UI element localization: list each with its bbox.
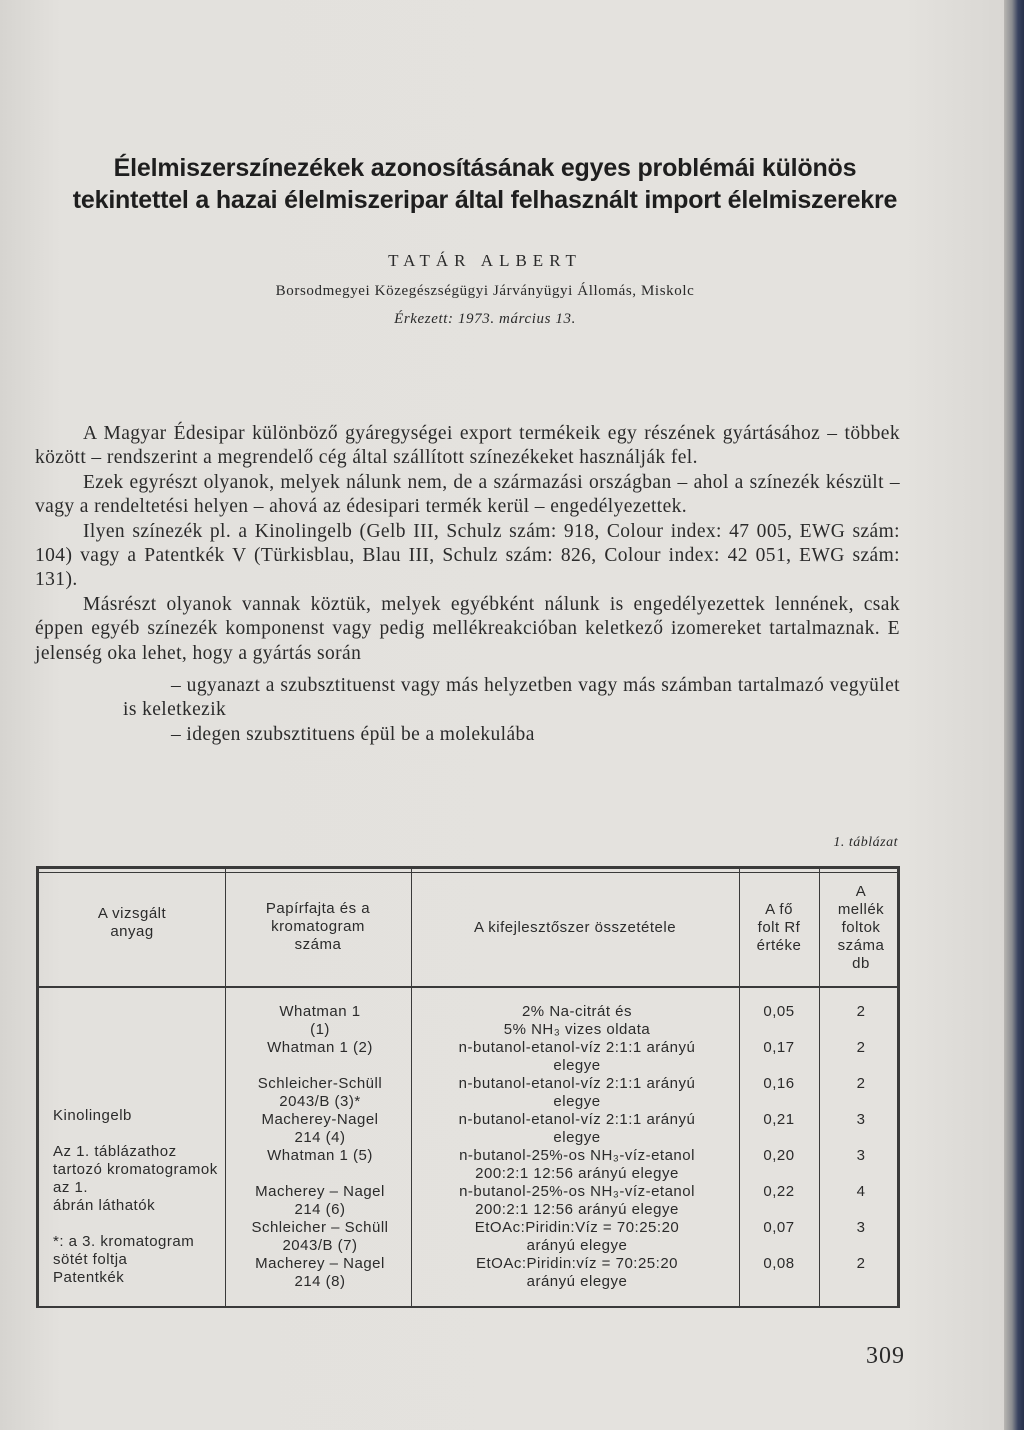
solvent-cell: n-butanol-etanol-víz 2:1:1 arányú elegye [458,1111,696,1146]
paragraph-1: A Magyar Édesipar különböző gyáregységei export termékeik egy részének gyártásához – többek között – rendszerint a megrendelő cég által szállított színezékeket használják fel. [35,423,900,469]
paragraph-2: Ezek egyrészt olyanok, melyek nálunk nem, de a származási országban – ahol a színezék készült – vagy a rendeltetési helyen – ahová az édesipari termék kerül – engedélyezettek. [35,471,900,518]
table-caption: 1. táblázat [833,835,898,850]
solvent-cell: n-butanol-25%-os NH₃-víz-etanol 200:2:1 12:56 arányú elegye [459,1147,695,1182]
author-affiliation: Borsodmegyei Közegészségügyi Járványügyi Állomás, Miskolc [275,283,695,299]
body-text [35,422,900,747]
received-date: Érkezett: 1973. március 13. [394,311,576,327]
spots-cell: 2 [856,1039,866,1056]
header-rule [39,986,897,988]
header-paper: Papírfajta és a kromatogram száma [265,900,371,953]
solvent-cell: 2% Na-citrát és 5% NH₃ vizes oldata [503,1003,651,1038]
spots-cell: 2 [856,1003,866,1020]
rf-cell: 0,22 [763,1183,795,1200]
paper-cell: Macherey-Nagel 214 (4) [261,1111,379,1146]
spots-cell: 4 [856,1183,866,1200]
paper-cell: Schleicher-Schüll 2043/B (3)* [257,1075,383,1110]
book-spine-edge [1004,0,1024,1430]
header-solvent: A kifejlesztőszer összetétele [473,919,677,936]
rf-cell: 0,05 [763,1003,795,1020]
rf-cell: 0,17 [763,1039,795,1056]
spots-cell: 3 [856,1219,866,1236]
results-table [36,866,900,1308]
title-line-1: Élelmiszerszínezékek azonosításának egyes problémái különös [113,154,857,182]
material-description: Kinolingelb Az 1. táblázathoz tartozó kromatogramok az 1. ábrán láthatók *: a 3. kromatogram sötét foltja Patentkék [53,1107,218,1286]
solvent-cell: EtOAc:Piridin:víz = 70:25:20 arányú elegye [475,1255,678,1290]
rf-cell: 0,07 [763,1219,795,1236]
paper-cell: Macherey – Nagel 214 (8) [255,1255,385,1290]
paper-cell: Whatman 1 (2) [267,1039,373,1056]
rf-cell: 0,21 [763,1111,795,1128]
title-line-2: tekintettel a hazai élelmiszeripar által felhasznált import élelmiszerekre [72,186,898,214]
solvent-cell: n-butanol-etanol-víz 2:1:1 arányú elegye [458,1075,696,1110]
rf-cell: 0,08 [763,1255,795,1272]
dash-item-1: – ugyanazt a szubsztituenst vagy más helyzetben vagy más számban tartalmazó vegyület is keletkezik [123,675,900,721]
page-number: 309 [866,1343,905,1369]
paragraph-3: Ilyen színezék pl. a Kinolingelb (Gelb III, Schulz szám: 918, Colour index: 47 005, EWG szám: 104) vagy a Patentkék V (Türkisblau, Blau III, Schulz szám: 826, Colour index: 42 051, EWG szám: 131). [35,520,900,591]
paper-cell: Schleicher – Schüll 2043/B (7) [251,1219,389,1254]
paper-cell: Macherey – Nagel 214 (6) [255,1183,385,1218]
spots-cell: 3 [856,1111,866,1128]
spots-cell: 2 [856,1075,866,1092]
rf-cell: 0,16 [763,1075,795,1092]
solvent-cell: n-butanol-25%-os NH₃-víz-etanol 200:2:1 12:56 arányú elegye [459,1183,695,1218]
spots-cell: 3 [856,1147,866,1164]
author-name: TATÁR ALBERT [388,251,582,270]
solvent-cell: EtOAc:Piridin:Víz = 70:25:20 arányú elegye [474,1219,680,1254]
header-material: A vizsgált anyag [97,905,167,940]
rf-cell: 0,20 [763,1147,795,1164]
header-spots: A mellék foltok száma db [837,883,885,972]
table-top-rule [39,872,897,873]
dash-item-2: – idegen szubsztituens épül be a molekulába [171,723,535,745]
article-title [30,152,940,216]
paper-cell: Whatman 1 (1) [279,1003,361,1038]
solvent-cell: n-butanol-etanol-víz 2:1:1 arányú elegye [458,1039,696,1074]
header-rf: A fő folt Rf értéke [756,901,802,954]
paper-cell: Whatman 1 (5) [267,1147,373,1164]
spots-cell: 2 [856,1255,866,1272]
paragraph-4: Másrészt olyanok vannak köztük, melyek egyébként nálunk is engedélyezettek lennének, csak éppen egyéb színezék komponenst vagy pedig mellékreakcióban keletkező izomereket tartalmaznak. E jelenség oka lehet, hogy a gyártás során [35,593,900,664]
